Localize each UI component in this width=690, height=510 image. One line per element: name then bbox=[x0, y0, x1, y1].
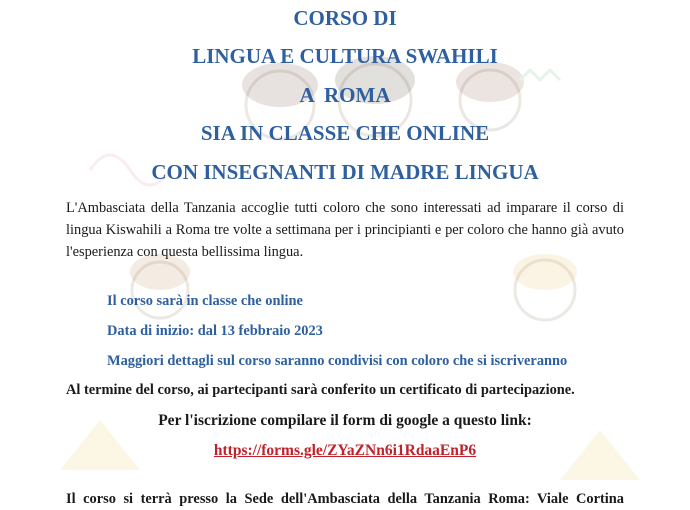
location-note: Il corso si terrà presso la Sede dell'Ambasciata della Tanzania Roma: Viale Cortina bbox=[66, 491, 624, 507]
detail-more-info: Maggiori dettagli sul corso saranno condivisi con coloro che si iscriveranno bbox=[107, 353, 568, 369]
title-line-1: CORSO DI bbox=[293, 6, 397, 30]
title-line-5: CON INSEGNANTI DI MADRE LINGUA bbox=[151, 160, 539, 184]
register-prompt: Per l'iscrizione compilare il form di google a questo link: bbox=[158, 412, 532, 429]
title-line-4: SIA IN CLASSE CHE ONLINE bbox=[200, 121, 490, 145]
register-link[interactable]: https://forms.gle/ZYaZNn6i1RdaaEnP6 bbox=[213, 442, 477, 459]
detail-start-date: Data di inizio: dal 13 febbraio 2023 bbox=[107, 323, 323, 339]
doodle-right bbox=[520, 70, 560, 80]
title-line-2: LINGUA E CULTURA SWAHILI bbox=[192, 44, 498, 68]
detail-format: Il corso sarà in classe che online bbox=[107, 293, 303, 309]
intro-paragraph: L'Ambasciata della Tanzania accoglie tutti coloro che sono interessati ad imparare il corso di lingua Kiswahili a Roma tre volte a settimana per i principianti e per coloro che hanno già avuto l'esperienza con questa bellissima lingua. bbox=[66, 200, 624, 260]
title-line-3: A ROMA bbox=[299, 83, 391, 107]
certificate-note: Al termine del corso, ai partecipanti sarà conferito un certificato di partecipazione. bbox=[66, 382, 575, 398]
register-link-wrapper bbox=[0, 442, 690, 460]
